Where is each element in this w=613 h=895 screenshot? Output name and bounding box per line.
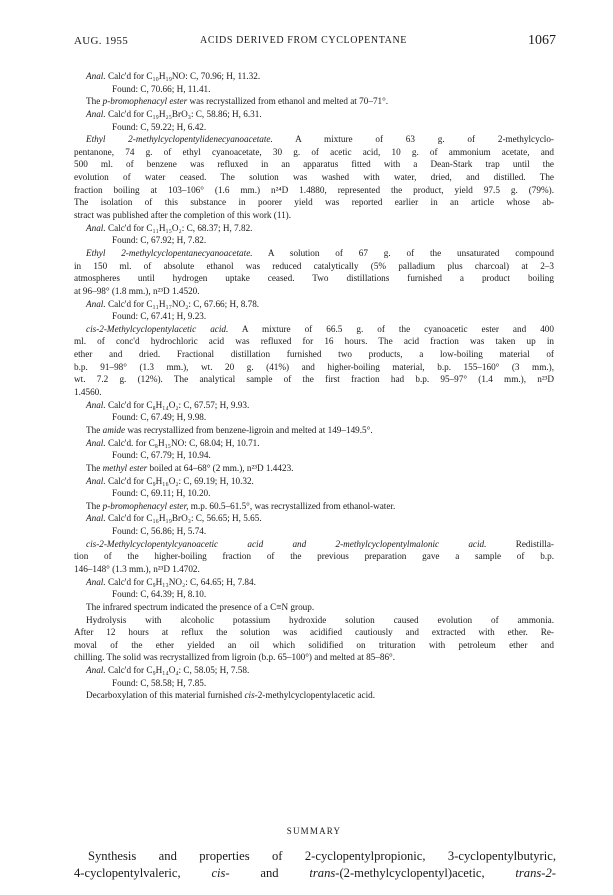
text-line	[74, 184, 554, 197]
text-line	[74, 348, 554, 361]
italic-text: Anal.	[86, 71, 106, 81]
text-line	[74, 196, 554, 209]
text-line	[74, 399, 554, 412]
text-line	[74, 158, 554, 171]
text-segment: Found: C, 70.66; H, 11.41.	[112, 83, 211, 94]
text-line	[74, 272, 554, 285]
text-line	[74, 234, 554, 247]
text-segment: Calc'd for C₁₉H₂₅BrO₃: C, 58.86; H, 6.31.	[105, 108, 262, 119]
text-line	[74, 83, 554, 96]
text-segment: After 12 hours at reflux the solution was acidified cautiously and extracted with ether. Re-	[74, 627, 554, 638]
text-segment: Found: C, 67.49; H, 9.98.	[112, 412, 207, 423]
text-line	[74, 437, 554, 450]
text-segment: -2-methylcyclopentylacetic acid.	[254, 690, 376, 701]
text-line	[74, 563, 554, 576]
text-line	[74, 121, 554, 134]
text-line	[74, 588, 554, 601]
text-segment: Found: C, 67.92; H, 7.82.	[112, 235, 207, 246]
text-segment: ml. of conc'd hydrochloric acid was refluxed for 16 hours. The acid fraction was taken up in	[74, 336, 554, 347]
text-segment: m.p. 60.5–61.5°, was recrystallized from ethanol-water.	[188, 500, 396, 511]
text-line	[74, 664, 554, 677]
text-segment: Calc'd. for C₈H₁₅NO: C, 68.04; H, 10.71.	[105, 437, 260, 448]
text-segment: stract was published after the completion of this work (11).	[74, 210, 292, 221]
text-line	[74, 373, 554, 386]
italic-text: Anal.	[86, 108, 106, 119]
text-line	[74, 146, 554, 159]
text-segment: The isolation of this substance in poorer yield was reported earlier in an article whose ab-	[74, 197, 554, 208]
text-line	[74, 601, 554, 614]
text-segment: A mixture of 66.5 g. of the cyanoacetic ester and 400	[228, 323, 554, 334]
italic-text: cis-2-Methylcyclopentylacetic acid.	[86, 323, 229, 334]
summary-heading: SUMMARY	[286, 826, 342, 836]
text-line	[74, 462, 554, 475]
header-title: ACIDS DERIVED FROM CYCLOPENTANE	[200, 35, 407, 46]
text-segment: Decarboxylation of this material furnished	[86, 690, 245, 701]
text-segment: Found: C, 67.41; H, 9.23.	[112, 311, 207, 322]
text-segment: pentanone, 74 g. of ethyl cyanoacetate, 30 g. of acetic acid, 10 g. of ammonium acetate, and	[74, 146, 554, 157]
text-line	[74, 335, 554, 348]
text-segment: Found: C, 58.58; H, 7.85.	[112, 677, 207, 688]
text-line	[74, 108, 554, 121]
text-segment: The	[86, 462, 103, 473]
italic-text: cis-	[211, 866, 230, 880]
text-segment: wt. 7.2 g. (12%). The analytical sample of the first fraction had b.p. 95–97° (1.4 mm.), n²³D	[74, 374, 554, 385]
text-segment: The	[86, 424, 103, 435]
text-segment: b.p. 91–98° (1.3 mm.), wt. 20 g. (41%) and higher-boiling material, b.p. 155–160° (3 mm.),	[74, 361, 554, 372]
text-line	[74, 222, 554, 235]
text-segment: ether and dried. Fractional distillation furnished two products, a low-boiling material of	[74, 349, 554, 360]
text-segment: atmospheres until hydrogen uptake ceased. Two distillations furnished a product boiling	[74, 273, 554, 284]
text-segment: Found: C, 59.22; H, 6.42.	[112, 121, 207, 132]
text-segment: Calc'd for C₈H₁₄O₂: C, 67.57; H, 9.93.	[105, 399, 250, 410]
text-line	[74, 323, 554, 336]
text-line	[74, 310, 554, 323]
text-segment: The infrared spectrum indicated the presence of a C≡N group.	[86, 601, 315, 612]
text-line	[74, 424, 554, 437]
italic-text: Anal.	[86, 665, 106, 676]
italic-text: p-bromophenacyl ester,	[102, 500, 189, 511]
text-line	[74, 626, 554, 639]
italic-text: amide	[102, 424, 126, 435]
text-segment: -(2-methylcyclopentyl)acetic,	[335, 866, 516, 880]
text-line	[74, 848, 556, 865]
italic-text: trans	[309, 866, 336, 880]
text-line	[74, 411, 554, 424]
text-segment: Found: C, 69.11; H, 10.20.	[112, 488, 211, 499]
text-line	[74, 865, 556, 882]
italic-text: methyl ester	[102, 462, 148, 473]
text-line	[74, 260, 554, 273]
text-line	[74, 550, 554, 563]
text-segment: Found: C, 56.86; H, 5.74.	[112, 526, 207, 537]
text-segment: 146–148° (1.3 mm.), n²³D 1.4702.	[74, 563, 200, 574]
text-line	[74, 449, 554, 462]
text-segment: was recrystallized from benzene-ligroin and melted at 149–149.5°.	[125, 424, 373, 435]
text-segment: Calc'd for C₁₆H₁₉BrO₃: C, 56.65; H, 5.65.	[105, 513, 262, 524]
text-segment: A mixture of 63 g. of 2-methylcyclo-	[272, 134, 554, 145]
text-line	[74, 285, 554, 298]
text-line	[74, 386, 554, 399]
text-segment: in 150 ml. of absolute ethanol was reduced catalytically (5% palladium plus charcoal) at 2–3	[74, 260, 554, 271]
running-header	[74, 34, 554, 50]
text-segment: Calc'd for C₉H₁₄O₄: C, 58.05; H, 7.58.	[105, 665, 250, 676]
text-line	[74, 512, 554, 525]
text-segment: Calc'd for C₁₁H₁₇NO₂: C, 67.66; H, 8.78.	[105, 298, 260, 309]
text-line	[74, 70, 554, 83]
italic-text: Anal.	[86, 399, 106, 410]
italic-text: Anal.	[86, 475, 106, 486]
italic-text: Anal.	[86, 513, 106, 524]
text-segment: moval of the ether yielded an oil which solidified on trituration with petroleum ether and	[74, 639, 554, 650]
text-segment: Hydrolysis with alcoholic potassium hydroxide solution caused evolution of ammonia.	[86, 614, 554, 625]
text-line	[74, 487, 554, 500]
header-date: AUG. 1955	[74, 35, 129, 47]
text-segment: fraction boiling at 103–106° (1.6 mm.) n²⁴D 1.4880, represented the product, yield 97.5 g. (79%).	[74, 184, 554, 195]
italic-text: Anal.	[86, 437, 106, 448]
italic-text: Ethyl 2-methylcyclopentylidenecyanoacetate.	[86, 134, 273, 145]
text-line	[74, 475, 554, 488]
text-segment: tion of the higher-boiling fraction of the previous preparation gave a sample of b.p.	[74, 551, 554, 562]
text-segment: chilling. The solid was recrystallized from ligroin (b.p. 65–100°) and melted at 85–86°.	[74, 652, 396, 663]
text-segment: Calc'd for C₁₀H₁₉NO: C, 70.96; H, 11.32.	[105, 71, 261, 81]
text-segment: Calc'd for C₉H₁₃NO₂: C, 64.65; H, 7.84.	[105, 576, 256, 587]
text-line	[74, 95, 554, 108]
text-segment: Calc'd for C₁₁H₁₅O₂: C, 68.37; H, 7.82.	[105, 222, 253, 233]
text-line	[74, 525, 554, 538]
italic-text: cis	[244, 690, 255, 701]
page-number: 1067	[528, 33, 556, 48]
text-line	[74, 133, 554, 146]
text-segment: evolution of water ceased. The solution was washed with water, dried, and distilled. The	[74, 172, 554, 183]
text-line	[74, 677, 554, 690]
italic-text: trans-2-	[515, 866, 556, 880]
text-line	[74, 209, 554, 222]
text-segment: and	[229, 866, 310, 880]
text-segment: Calc'd for C₉H₁₆O₂: C, 69.19; H, 10.32.	[105, 475, 254, 486]
text-line	[74, 538, 554, 551]
text-line	[74, 500, 554, 513]
text-segment: at 96–98° (1.8 mm.), n²³D 1.4520.	[74, 285, 200, 296]
italic-text: cis-2-Methylcyclopentylcyanoacetic acid and 2-methylcyclopentylmalonic acid.	[86, 538, 487, 549]
experimental-text	[74, 70, 554, 702]
text-segment: Found: C, 67.79; H, 10.94.	[112, 450, 211, 461]
italic-text: p-bromophenacyl ester	[102, 96, 188, 107]
summary-text	[74, 848, 556, 882]
text-line	[74, 247, 554, 260]
text-line	[74, 361, 554, 374]
italic-text: Anal.	[86, 222, 106, 233]
text-line	[74, 614, 554, 627]
text-segment: The	[86, 96, 103, 107]
text-segment: 1.4560.	[74, 387, 102, 398]
text-segment: Found: C, 64.39; H, 8.10.	[112, 589, 207, 600]
text-segment: A solution of 67 g. of the unsaturated compound	[252, 247, 554, 258]
text-segment: 4-cyclopentylvaleric,	[74, 866, 212, 880]
italic-text: Ethyl 2-methylcyclopentanecyanoacetate.	[86, 247, 253, 258]
text-line	[74, 651, 554, 664]
text-segment: was recrystallized from ethanol and melted at 70–71°.	[187, 96, 389, 107]
text-line	[74, 171, 554, 184]
text-segment: 500 ml. of benzene was refluxed in an apparatus fitted with a Dean-Stark trap until the	[74, 159, 554, 170]
italic-text: Anal.	[86, 576, 106, 587]
text-line	[74, 689, 554, 702]
italic-text: Anal.	[86, 298, 106, 309]
text-line	[74, 576, 554, 589]
text-line	[74, 298, 554, 311]
text-segment: Redistilla-	[486, 538, 554, 549]
text-line	[74, 639, 554, 652]
text-segment: Synthesis and properties of 2-cyclopentylpropionic, 3-cyclopentylbutyric,	[88, 849, 556, 863]
text-segment: boiled at 64–68° (2 mm.), n²³D 1.4423.	[147, 462, 294, 473]
text-segment: The	[86, 500, 103, 511]
